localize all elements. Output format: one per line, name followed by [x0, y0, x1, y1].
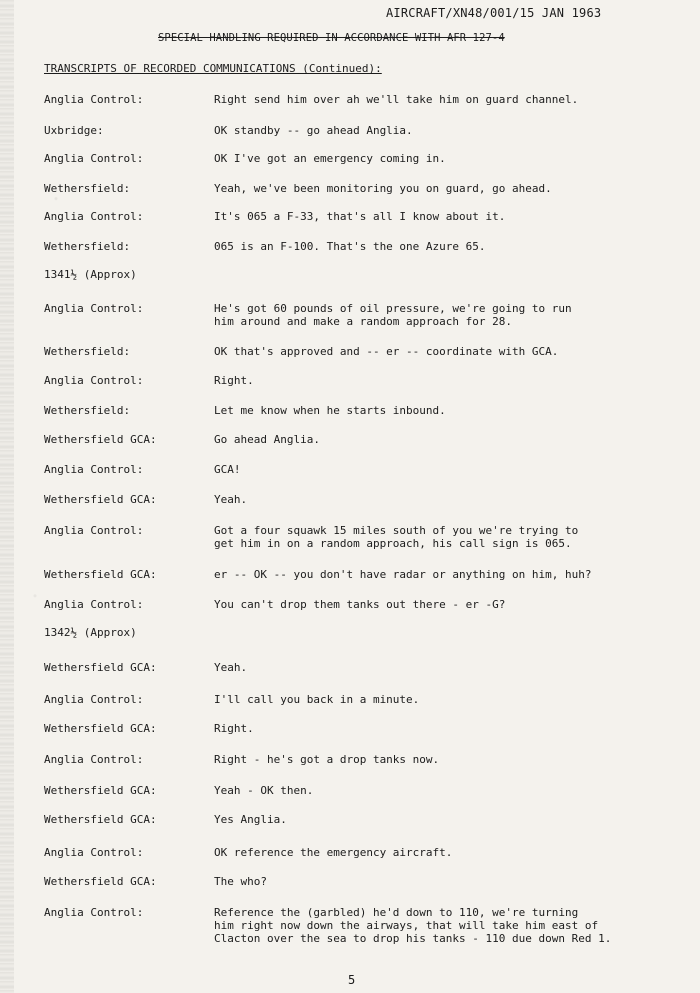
speech-text: 065 is an F-100. That's the one Azure 65. — [214, 240, 486, 253]
speaker-label: Wethersfield GCA: — [44, 813, 157, 826]
speaker-label: Wethersfield GCA: — [44, 433, 157, 446]
speaker-label: Wethersfield GCA: — [44, 784, 157, 797]
speech-text: GCA! — [214, 463, 241, 476]
speaker-label: Wethersfield GCA: — [44, 493, 157, 506]
speech-text: OK that's approved and -- er -- coordinate with GCA. — [214, 345, 559, 358]
speaker-label: Anglia Control: — [44, 846, 144, 859]
speech-text: Got a four squawk 15 miles south of you we're trying to get him in on a random approach, his call sign is 065. — [214, 524, 579, 550]
scan-edge-shadow — [0, 0, 14, 993]
speech-text: It's 065 a F-33, that's all I know about it. — [214, 210, 506, 223]
speech-text: Yeah, we've been monitoring you on guard, go ahead. — [214, 182, 552, 195]
speaker-label: Anglia Control: — [44, 524, 144, 537]
speaker-label: Anglia Control: — [44, 93, 144, 106]
speaker-label: Wethersfield GCA: — [44, 661, 157, 674]
speaker-label: Anglia Control: — [44, 906, 144, 919]
speaker-label: Anglia Control: — [44, 152, 144, 165]
speaker-label: Anglia Control: — [44, 302, 144, 315]
speaker-label: Uxbridge: — [44, 124, 104, 137]
document-reference: AIRCRAFT/XN48/001/15 JAN 1963 — [386, 6, 602, 20]
speech-text: Right - he's got a drop tanks now. — [214, 753, 440, 766]
page-number: 5 — [348, 973, 356, 987]
speaker-label: Anglia Control: — [44, 598, 144, 611]
speech-text: Go ahead Anglia. — [214, 433, 320, 446]
speaker-label: Anglia Control: — [44, 463, 144, 476]
timestamp-label: 1341½ (Approx) — [44, 268, 137, 281]
section-title: TRANSCRIPTS OF RECORDED COMMUNICATIONS (Continued): — [44, 62, 382, 75]
speaker-label: Anglia Control: — [44, 210, 144, 223]
speech-text: Right. — [214, 374, 254, 387]
speaker-label: Anglia Control: — [44, 753, 144, 766]
speech-text: Yeah - OK then. — [214, 784, 314, 797]
speaker-label: Wethersfield GCA: — [44, 568, 157, 581]
speech-text: Yes Anglia. — [214, 813, 287, 826]
speech-text: er -- OK -- you don't have radar or anything on him, huh? — [214, 568, 592, 581]
handling-notice: SPECIAL HANDLING REQUIRED IN ACCORDANCE WITH AFR 127-4 — [158, 32, 505, 44]
speaker-label: Anglia Control: — [44, 693, 144, 706]
speech-text: You can't drop them tanks out there - er -G? — [214, 598, 506, 611]
speech-text: Reference the (garbled) he'd down to 110, we're turning him right now down the airways, that will take him east of Clacton over the sea to drop his tanks - 110 due down Red 1. — [214, 906, 612, 945]
speaker-label: Wethersfield: — [44, 345, 131, 358]
speaker-label: Wethersfield: — [44, 404, 131, 417]
speech-text: OK I've got an emergency coming in. — [214, 152, 446, 165]
speech-text: Let me know when he starts inbound. — [214, 404, 446, 417]
speech-text: Right. — [214, 722, 254, 735]
speaker-label: Wethersfield GCA: — [44, 875, 157, 888]
speaker-label: Wethersfield GCA: — [44, 722, 157, 735]
speaker-label: Wethersfield: — [44, 182, 131, 195]
speech-text: He's got 60 pounds of oil pressure, we're going to run him around and make a random approach for 28. — [214, 302, 572, 328]
speech-text: Yeah. — [214, 493, 248, 506]
speech-text: OK reference the emergency aircraft. — [214, 846, 453, 859]
speaker-label: Anglia Control: — [44, 374, 144, 387]
speech-text: I'll call you back in a minute. — [214, 693, 420, 706]
speaker-label: Wethersfield: — [44, 240, 131, 253]
speech-text: Yeah. — [214, 661, 248, 674]
speech-text: The who? — [214, 875, 267, 888]
speech-text: OK standby -- go ahead Anglia. — [214, 124, 413, 137]
speech-text: Right send him over ah we'll take him on guard channel. — [214, 93, 579, 106]
timestamp-label: 1342½ (Approx) — [44, 626, 137, 639]
